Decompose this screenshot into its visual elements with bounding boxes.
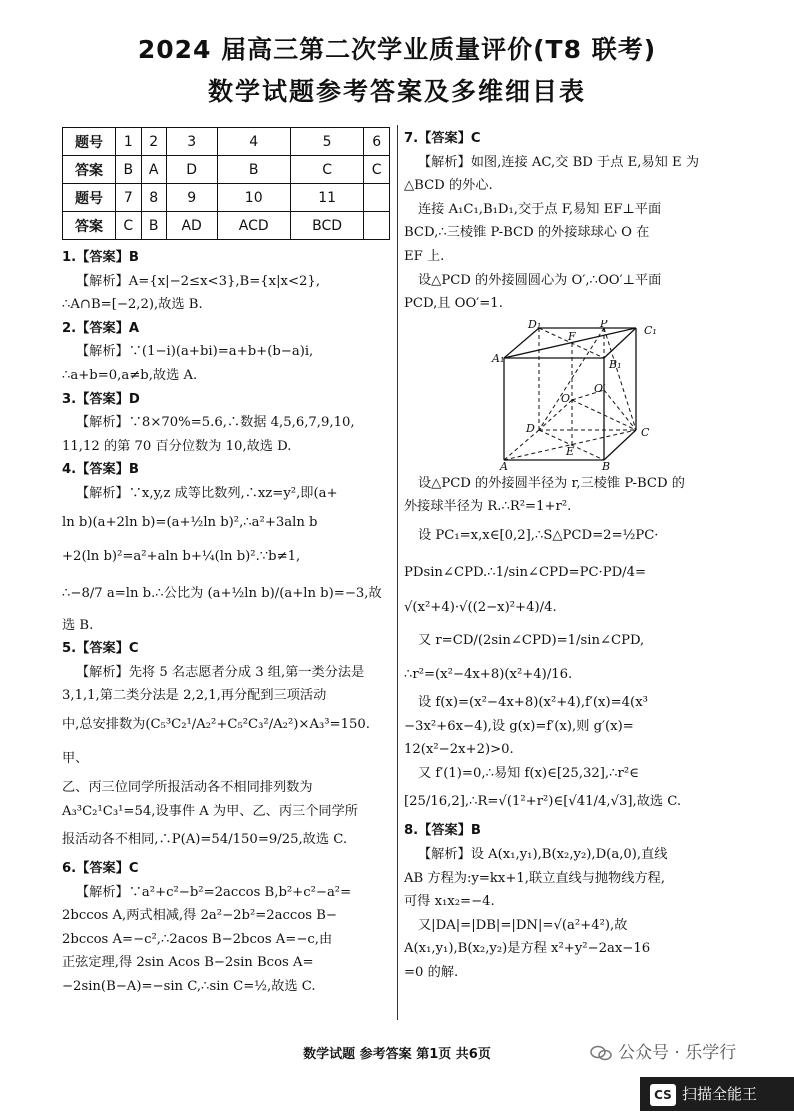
answer-heading: 1.【答案】B (62, 250, 139, 265)
row-label: 答案 (63, 156, 116, 184)
solution-line: 选 B. (62, 617, 94, 633)
solution-line: 【解析】A={x|−2≤x<3},B={x|x<2}, (76, 273, 321, 289)
cube-figure (404, 320, 732, 470)
solution-line: PCD,且 OO′=1. (404, 296, 503, 312)
answer-q6 (62, 857, 390, 999)
table-cell: 4 (217, 128, 290, 156)
table-cell (364, 212, 390, 240)
answer-q4 (62, 458, 390, 637)
table-cell: D (166, 156, 217, 184)
answer-q7 (404, 127, 732, 819)
table-cell: B (141, 212, 166, 240)
solution-line: 乙、丙三位同学所报活动各不相同排列数为 (62, 779, 313, 795)
figure-label: A₁ (492, 351, 505, 365)
table-cell: ACD (217, 212, 290, 240)
solution-line: 外接球半径为 R.∴R²=1+r². (404, 499, 572, 515)
solution-line: 2bccos A=−c²,∴2acos B−2bcos A=−c,由 (62, 931, 333, 947)
figure-label: O (561, 391, 571, 405)
table-cell: B (116, 156, 142, 184)
solution-line: 又 r=CD/(2sin∠CPD)=1/sin∠CPD, (418, 632, 645, 648)
table-cell: 3 (166, 128, 217, 156)
table-cell: C (290, 156, 363, 184)
table-cell: 5 (290, 128, 363, 156)
solution-line: 中,总安排数为(C₅³C₂¹/A₂²+C₅²C₃²/A₂²)×A₃³=150.甲、 (62, 716, 370, 766)
figure-label: D₁ (528, 319, 542, 331)
solution-line: BCD,∴三棱锥 P-BCD 的外接球球心 O 在 (404, 225, 650, 241)
solution-line: [25/16,2],∴R=√(1²+r²)∈[√41/4,√3],故选 C. (404, 794, 682, 810)
solution-line: 又 f′(1)=0,∴易知 f(x)∈[25,32],∴r²∈ (418, 765, 639, 781)
figure-label: C₁ (644, 323, 657, 337)
answer-heading: 6.【答案】C (62, 861, 139, 877)
answer-heading: 7.【答案】C (404, 131, 481, 146)
solution-line: 11,12 的第 70 百分位数为 10,故选 D. (62, 438, 292, 454)
answer-heading: 4.【答案】B (62, 462, 139, 478)
page-footer: 数学试题 参考答案 第1页 共6页 (303, 1047, 491, 1062)
solution-line: 连接 A₁C₁,B₁D₁,交于点 F,易知 EF⊥平面 (418, 201, 662, 217)
answer-q2 (62, 317, 390, 388)
table-cell: 8 (141, 184, 166, 212)
solution-line: EF 上. (404, 248, 445, 264)
table-cell: 11 (290, 184, 363, 212)
solution-line: PDsin∠CPD.∴1/sin∠CPD=PC·PD/4= (404, 564, 647, 580)
right-column (404, 127, 732, 984)
figure-label: B₁ (609, 357, 622, 371)
table-cell: AD (166, 212, 217, 240)
answer-table (62, 127, 390, 240)
answer-heading: 8.【答案】B (404, 823, 481, 839)
figure-label: P (600, 319, 608, 330)
solution-line: AB 方程为:y=kx+1,联立直线与抛物线方程, (404, 870, 666, 886)
answer-q3 (62, 388, 390, 459)
figure-label: B (602, 459, 611, 470)
table-cell: 1 (116, 128, 142, 156)
table-row (63, 212, 390, 240)
cube-diagram (404, 320, 732, 470)
solution-line: 【解析】∵(1−i)(a+bi)=a+b+(b−a)i, (76, 344, 314, 360)
table-cell: 2 (141, 128, 166, 156)
answer-heading: 5.【答案】C (62, 641, 139, 657)
row-label: 题号 (63, 128, 116, 156)
solution-line: ∴A∩B=[−2,2),故选 B. (62, 297, 203, 313)
table-row (63, 128, 390, 156)
figure-label: A (500, 459, 508, 470)
table-cell: 6 (364, 128, 390, 156)
figure-label: C (641, 425, 650, 439)
table-cell: 10 (217, 184, 290, 212)
wechat-icon (590, 1045, 612, 1061)
table-row (63, 184, 390, 212)
table-cell: 9 (166, 184, 217, 212)
solution-line: 3,1,1,第二类分法是 2,2,1,再分配到三项活动 (62, 688, 327, 704)
figure-label: F (568, 329, 576, 343)
table-cell: C (364, 156, 390, 184)
solution-line: 【解析】如图,连接 AC,交 BD 于点 E,易知 E 为 (418, 154, 700, 170)
row-label: 题号 (63, 184, 116, 212)
solution-line: 设 f(x)=(x²−4x+8)(x²+4),f′(x)=4(x³ (418, 694, 648, 710)
solution-line: ∴a+b=0,a≠b,故选 A. (62, 367, 198, 383)
solution-line: 设 PC₁=x,x∈[0,2],∴S△PCD=2=½PC· (418, 527, 659, 543)
solution-line: △BCD 的外心. (404, 178, 493, 194)
scanner-label: 扫描全能王 (682, 1085, 758, 1103)
solution-line: 报活动各不相同,∴P(A)=54/150=9/25,故选 C. (62, 832, 348, 848)
solution-line: A(x₁,y₁),B(x₂,y₂)是方程 x²+y²−2ax−16 (404, 941, 651, 957)
solution-line: ∴r²=(x²−4x+8)(x²+4)/16. (404, 666, 573, 682)
solution-line: +2(ln b)²=a²+aln b+¼(ln b)².∵b≠1, (62, 548, 301, 564)
column-divider (397, 125, 398, 1020)
table-cell: A (141, 156, 166, 184)
solution-line: −2sin(B−A)=−sin C,∴sin C=½,故选 C. (62, 979, 316, 995)
solution-line: 正弦定理,得 2sin Acos B−2sin Bcos A= (62, 955, 314, 971)
solution-line: 【解析】∵8×70%=5.6,∴数据 4,5,6,7,9,10, (76, 415, 355, 431)
scanner-badge (640, 1077, 794, 1111)
figure-label: E (566, 444, 575, 458)
solution-line: 【解析】设 A(x₁,y₁),B(x₂,y₂),D(a,0),直线 (418, 846, 668, 862)
table-cell: BCD (290, 212, 363, 240)
doc-title: 2024 届高三第二次学业质量评价(T8 联考) (137, 35, 657, 64)
answer-q5 (62, 637, 390, 857)
solution-line: −3x²+6x−4),设 g(x)=f′(x),则 g′(x)= (404, 718, 634, 734)
solution-line: √(x²+4)·√((2−x)²+4)/4. (404, 599, 557, 615)
row-label: 答案 (63, 212, 116, 240)
solution-line: 设△PCD 的外接圆圆心为 O′,∴OO′⊥平面 (418, 272, 662, 288)
camscanner-logo: CS (650, 1084, 676, 1106)
solution-line: 【解析】∵a²+c²−b²=2accos B,b²+c²−a²= (76, 884, 352, 900)
solution-line: 可得 x₁x₂=−4. (404, 894, 495, 910)
table-cell: B (217, 156, 290, 184)
solution-line: 2bccos A,两式相减,得 2a²−2b²=2accos B− (62, 908, 337, 924)
table-cell: 7 (116, 184, 142, 212)
doc-subtitle: 数学试题参考答案及多维细目表 (207, 77, 586, 106)
table-cell (364, 184, 390, 212)
solution-line: ln b)(a+2ln b)=(a+½ln b)²,∴a²+3aln b (62, 514, 318, 530)
answer-heading: 2.【答案】A (62, 320, 140, 336)
solution-line: 设△PCD 的外接圆半径为 r,三棱锥 P-BCD 的 (418, 475, 685, 491)
answer-heading: 3.【答案】D (62, 391, 140, 407)
solution-line: A₃³C₂¹C₃¹=54,设事件 A 为甲、乙、丙三个同学所 (62, 803, 358, 819)
watermark-text: 公众号 · 乐学行 (618, 1043, 737, 1063)
solution-line: 又|DA|=|DB|=|DN|=√(a²+4²),故 (418, 917, 628, 933)
solution-line: 【解析】∵x,y,z 成等比数列,∴xz=y²,即(a+ (76, 485, 338, 501)
figure-label: O′ (594, 381, 606, 395)
figure-label: D (526, 421, 535, 435)
left-column (62, 127, 390, 999)
answer-q8 (404, 819, 732, 984)
solution-line: ∴−8/7 a=ln b.∴公比为 (a+½ln b)/(a+ln b)=−3,故 (62, 585, 382, 601)
watermark (590, 1038, 736, 1063)
answer-q1 (62, 246, 390, 317)
solution-line: 【解析】先将 5 名志愿者分成 3 组,第一类分法是 (76, 664, 365, 680)
solution-line: =0 的解. (404, 964, 459, 980)
solution-line: 12(x²−2x+2)>0. (404, 742, 514, 758)
table-row (63, 156, 390, 184)
table-cell: C (116, 212, 142, 240)
